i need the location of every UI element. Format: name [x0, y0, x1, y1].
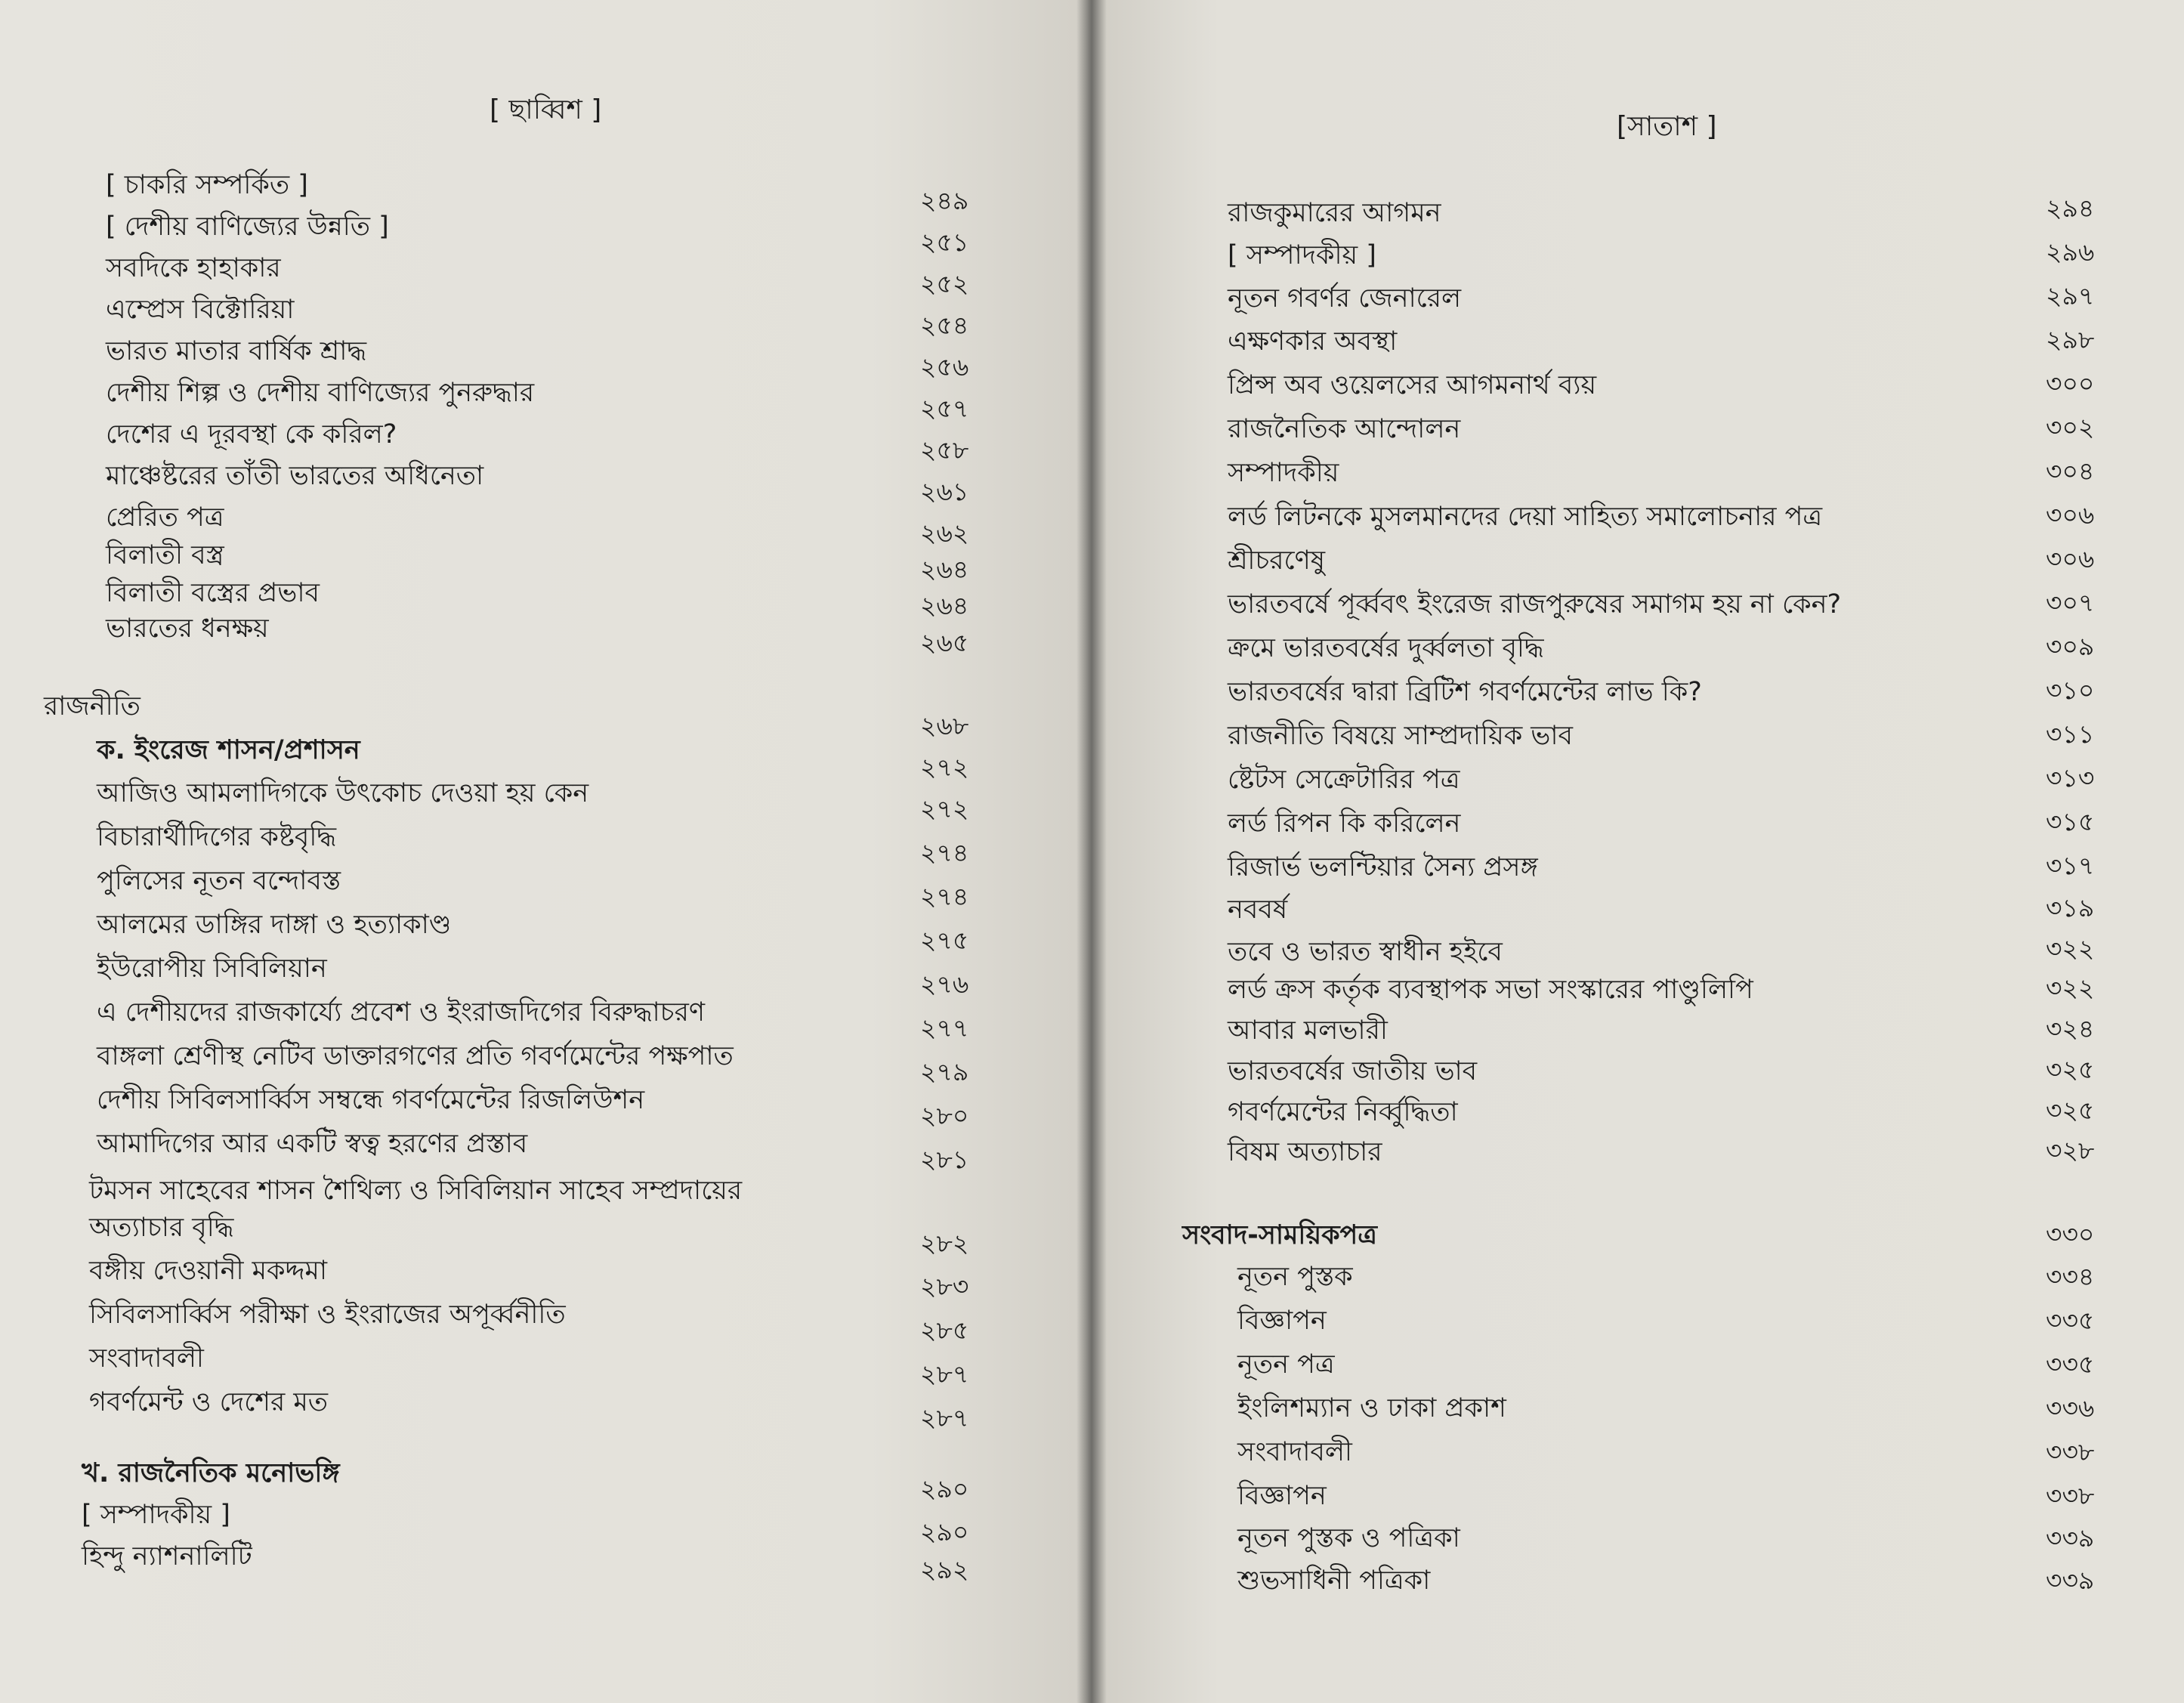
- toc-page-number: ২৬৪: [920, 555, 969, 584]
- toc-entry: ভারতবর্ষে পূর্ব্ববৎ ইংরেজ রাজপুরুষের সমাগম হয় না কেন?: [1228, 589, 1842, 620]
- toc-entry: আবার মলভারী: [1228, 1015, 1388, 1046]
- toc-entry: এম্প্রেস বিক্টোরিয়া: [106, 295, 295, 325]
- toc-page-number: ২৫৪: [920, 311, 969, 340]
- toc-entry: ষ্টেটস সেক্রেটারির পত্র: [1228, 765, 1460, 795]
- toc-entry: আমাদিগের আর একটি স্বত্ব হরণের প্রস্তাব: [97, 1129, 528, 1159]
- toc-page-number: ২৭৯: [920, 1057, 969, 1086]
- left-page: [0, 0, 1088, 1703]
- toc-page-number: ২৯০: [920, 1474, 969, 1504]
- toc-entry: রাজনৈতিক আন্দোলন: [1228, 414, 1461, 444]
- toc-page-number: ২৭২: [920, 794, 969, 824]
- toc-page-number: ৩১৭: [2046, 851, 2095, 880]
- toc-page-number: ৩২৪: [2046, 1014, 2095, 1043]
- subsection-heading-kha: খ. রাজনৈতিক মনোভঙ্গি: [82, 1458, 340, 1488]
- toc-page-number: ৩৩৮: [2046, 1437, 2095, 1467]
- toc-entry: গবর্ণমেন্ট ও দেশের মত: [89, 1387, 329, 1417]
- toc-entry: ভারতবর্ষের জাতীয় ভাব: [1228, 1056, 1478, 1086]
- toc-page-number: ৩৩৮: [2046, 1481, 2095, 1510]
- book-gutter: [1077, 0, 1107, 1703]
- toc-entry: সম্পাদকীয়: [1228, 458, 1339, 488]
- toc-page-number: ২৭২: [920, 753, 969, 782]
- toc-entry: ইউরোপীয় সিবিলিয়ান: [97, 953, 327, 984]
- section-heading-politics: রাজনীতি: [44, 691, 141, 722]
- toc-entry: [ সম্পাদকীয় ]: [82, 1500, 230, 1530]
- toc-page-number: ২৯৬: [2046, 237, 2095, 267]
- toc-page-number: ২৮২: [920, 1229, 969, 1258]
- toc-entry: পুলিসের নূতন বন্দোবস্ত: [97, 866, 341, 896]
- toc-entry: বিচারার্থীদিগের কষ্টবৃদ্ধি: [97, 822, 337, 852]
- toc-page-number: ২৫৭: [920, 394, 969, 423]
- toc-entry: সংবাদাবলী: [1237, 1437, 1352, 1467]
- toc-page-number: ২৮৭: [920, 1359, 969, 1389]
- toc-entry: ভারতবর্ষের দ্বারা ব্রিটিশ গবর্ণমেন্টের লাভ কি?: [1228, 677, 1702, 707]
- toc-entry: [ চাকরি সম্পর্কিত ]: [106, 170, 308, 200]
- toc-entry: বাঙ্গলা শ্রেণীস্থ নেটিব ডাক্তারগণের প্রতি গবর্ণমেন্টের পক্ষপাত: [97, 1041, 734, 1071]
- toc-page-number: ২৫৬: [920, 352, 969, 382]
- toc-entry: [ সম্পাদকীয় ]: [1228, 240, 1376, 270]
- toc-page-number: ২৯০: [920, 1517, 969, 1547]
- toc-entry: লর্ড লিটনকে মুসলমানদের দেয়া সাহিত্য সমালোচনার পত্র: [1228, 502, 1823, 532]
- toc-page-number: ৩০৭: [2046, 588, 2095, 617]
- toc-entry: শ্রীচরণেষু: [1228, 546, 1326, 576]
- toc-entry: সংবাদাবলী: [89, 1343, 204, 1374]
- toc-page-number: ৩০৪: [2046, 456, 2095, 486]
- toc-entry-wrapped-line1: টমসন সাহেবের শাসন শৈথিল্য ও সিবিলিয়ান সাহেব সম্প্রদায়ের: [89, 1176, 743, 1206]
- toc-page-number: ৩১৫: [2046, 807, 2095, 836]
- toc-page-number: ২৫১: [920, 227, 969, 257]
- toc-page-number: ২৬৫: [920, 628, 969, 657]
- toc-entry: সবদিকে হাহাকার: [106, 253, 281, 283]
- toc-page-number: ২৯৮: [2046, 325, 2095, 354]
- toc-page-number: ২৬১: [920, 477, 969, 506]
- toc-page-number: ৩১০: [2046, 675, 2095, 705]
- toc-page-number: ৩০৬: [2046, 544, 2095, 573]
- toc-page-number: ৩১৩: [2046, 763, 2095, 793]
- toc-page-number: ২৫৮: [920, 435, 969, 465]
- toc-page-number: ৩৩৯: [2046, 1565, 2095, 1595]
- toc-entry: নববর্ষ: [1228, 895, 1288, 925]
- toc-page-number: ২৮৭: [920, 1403, 969, 1433]
- toc-page-number: ৩৩৫: [2046, 1349, 2095, 1379]
- toc-entry: লর্ড রিপন কি করিলেন: [1228, 808, 1461, 839]
- toc-page-number: ৩০০: [2046, 369, 2095, 398]
- toc-page-number: ৩০৬: [2046, 500, 2095, 530]
- toc-entry: ভারতের ধনক্ষয়: [106, 614, 269, 644]
- toc-entry: দেশীয় সিবিলসার্ব্বিস সম্বন্ধে গবর্ণমেন্টের রিজলিউশন: [97, 1085, 645, 1115]
- right-page: [1088, 0, 2184, 1703]
- section-heading-news: সংবাদ-সাময়িকপত্র: [1182, 1220, 1378, 1250]
- toc-entry: রিজার্ভ ভলন্টিয়ার সৈন্য প্রসঙ্গ: [1228, 852, 1538, 882]
- toc-page-number: ২৮৩: [920, 1272, 969, 1301]
- toc-entry: বিলাতী বস্ত্রের প্রভাব: [106, 578, 320, 608]
- toc-page-number: ২৭৭: [920, 1013, 969, 1043]
- toc-page-number: ২৯২: [920, 1555, 969, 1584]
- toc-page-number: ৩২২: [2046, 973, 2095, 1003]
- toc-page-number: ৩১১: [2046, 719, 2095, 749]
- toc-page-number: ২৭৪: [920, 882, 969, 911]
- toc-page-number: ২৮০: [920, 1101, 969, 1130]
- toc-entry: বিজ্ঞাপন: [1237, 1481, 1327, 1511]
- toc-entry: বঙ্গীয় দেওয়ানী মকদ্দমা: [89, 1256, 327, 1286]
- right-page-header: [সাতাশ ]: [1617, 111, 1717, 142]
- toc-page-number: ৩২৮: [2046, 1136, 2095, 1165]
- toc-entry: [ দেশীয় বাণিজ্যের উন্নতি ]: [106, 212, 389, 242]
- toc-page-number: ২৯৭: [2046, 281, 2095, 311]
- toc-page-number: ২৭৫: [920, 926, 969, 955]
- toc-entry: নূতন পুস্তক ও পত্রিকা: [1237, 1523, 1460, 1553]
- toc-page-number: ২৭৪: [920, 838, 969, 867]
- toc-entry: বিজ্ঞাপন: [1237, 1306, 1327, 1336]
- toc-entry: এ দেশীয়দের রাজকার্য্যে প্রবেশ ও ইংরাজদিগের বিরুদ্ধাচরণ: [97, 997, 705, 1028]
- toc-entry: সিবিলসার্ব্বিস পরীক্ষা ও ইংরাজের অপূর্ব্বনীতি: [89, 1300, 566, 1330]
- toc-entry: মাঞ্চেষ্টরের তাঁতী ভারতের অধিনেতা: [106, 461, 484, 491]
- toc-entry: নূতন পুস্তক: [1237, 1262, 1353, 1292]
- toc-page-number: ৩১৯: [2046, 893, 2095, 923]
- toc-entry: প্রেরিত পত্র: [106, 502, 224, 533]
- toc-page-number: ৩২৫: [2046, 1096, 2095, 1125]
- toc-entry: তবে ও ভারত স্বাধীন হইবে: [1228, 937, 1503, 967]
- toc-page-number: ২৪৯: [920, 186, 969, 215]
- toc-entry: ক্রমে ভারতবর্ষের দুর্ব্বলতা বৃদ্ধি: [1228, 633, 1544, 663]
- toc-entry: আলমের ডাঙ্গির দাঙ্গা ও হত্যাকাণ্ড: [97, 910, 452, 940]
- toc-entry: গবর্ণমেন্টের নির্ব্বুদ্ধিতা: [1228, 1097, 1458, 1127]
- toc-page-number: ২৭৬: [920, 969, 969, 999]
- toc-page-number: ৩০২: [2046, 413, 2095, 442]
- toc-entry: রাজকুমারের আগমন: [1228, 198, 1441, 228]
- toc-page-number: ২৯৪: [2046, 193, 2095, 223]
- toc-page-number: ৩৩৬: [2046, 1393, 2095, 1423]
- toc-entry: বিলাতী বস্ত্র: [106, 540, 224, 570]
- toc-entry: শুভসাধিনী পত্রিকা: [1237, 1565, 1431, 1596]
- toc-page-number: ৩৩৯: [2046, 1523, 2095, 1553]
- toc-entry: ভারত মাতার বার্ষিক শ্রাদ্ধ: [106, 336, 367, 366]
- toc-entry: আজিও আমলাদিগকে উৎকোচ দেওয়া হয় কেন: [97, 778, 589, 808]
- toc-entry-wrapped-line2: অত্যাচার বৃদ্ধি: [89, 1213, 234, 1243]
- toc-entry: দেশীয় শিল্প ও দেশীয় বাণিজ্যের পুনরুদ্ধার: [106, 378, 535, 408]
- toc-page-number: ২৮৫: [920, 1315, 969, 1345]
- toc-entry: লর্ড ক্রস কর্তৃক ব্যবস্থাপক সভা সংস্কারের পাণ্ডুলিপি: [1228, 975, 1753, 1005]
- toc-entry: বিষম অত্যাচার: [1228, 1137, 1382, 1167]
- toc-entry: নূতন গবর্ণর জেনারেল: [1228, 283, 1462, 314]
- toc-page-number: ৩০৯: [2046, 632, 2095, 661]
- toc-page-number: ২৬২: [920, 518, 969, 548]
- toc-page-number: ৩২২: [2046, 934, 2095, 963]
- toc-entry: ইংলিশম্যান ও ঢাকা প্রকাশ: [1237, 1393, 1506, 1423]
- toc-entry: রাজনীতি বিষয়ে সাম্প্রদায়িক ভাব: [1228, 721, 1574, 751]
- toc-page-number: ৩৩০: [2046, 1219, 2095, 1249]
- subsection-heading-ka: ক. ইংরেজ শাসন/প্রশাসন: [97, 735, 360, 765]
- left-page-header: [ ছাব্বিশ ]: [490, 94, 602, 125]
- toc-page-number: ৩৩৫: [2046, 1306, 2095, 1335]
- toc-entry: নূতন পত্র: [1237, 1349, 1335, 1380]
- toc-page-number: ২৬৪: [920, 591, 969, 620]
- toc-entry: হিন্দু ন্যাশনালিটি: [82, 1541, 252, 1572]
- toc-page-number: ২৬৮: [920, 711, 969, 740]
- toc-page-number: ২৮১: [920, 1145, 969, 1174]
- toc-page-number: ৩২৫: [2046, 1055, 2095, 1084]
- toc-page-number: ৩৩৪: [2046, 1262, 2095, 1291]
- toc-entry: প্রিন্স অব ওয়েলসের আগমনার্থ ব্যয়: [1228, 370, 1597, 400]
- toc-page-number: ২৫২: [920, 269, 969, 298]
- toc-entry: দেশের এ দূরবস্থা কে করিল?: [106, 419, 397, 450]
- toc-entry: এক্ষণকার অবস্থা: [1228, 326, 1398, 357]
